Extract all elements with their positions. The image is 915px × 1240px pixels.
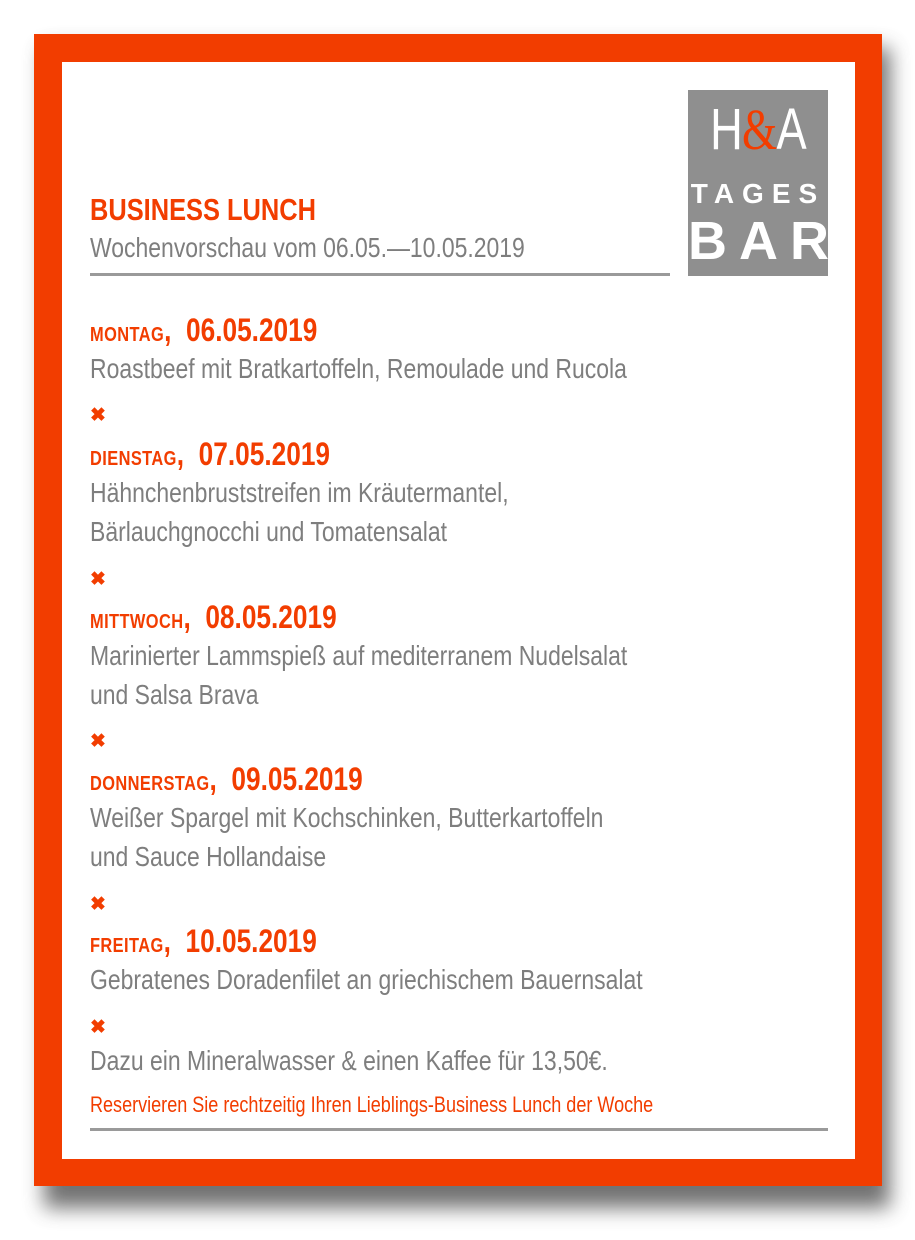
meal-friday: Gebratenes Doradenfilet an griechischem Bauernsalat	[90, 964, 643, 995]
meal-wednesday-line1: Marinierter Lammspieß auf mediterranem Nudelsalat	[90, 640, 628, 671]
week-subtitle: Wochenvorschau vom 06.05.—10.05.2019	[90, 232, 525, 263]
logo-bar: BAR	[688, 211, 841, 271]
meal-thursday-line2: und Sauce Hollandaise	[90, 841, 327, 872]
logo-tages: TAGES	[690, 178, 826, 209]
day-date: 09.05.2019	[231, 761, 363, 797]
day-heading-tuesday: DIENSTAG, 07.05.2019	[90, 436, 331, 472]
day-name: DIENSTAG	[90, 448, 177, 470]
day-name: MITTWOCH	[90, 611, 184, 633]
meal-thursday-line1: Weißer Spargel mit Kochschinken, Butterkartoffeln	[90, 802, 604, 833]
offer-text: Dazu ein Mineralwasser & einen Kaffee für 13,50€.	[90, 1045, 608, 1076]
day-heading-thursday: DONNERSTAG, 09.05.2019	[90, 761, 363, 797]
day-name: DONNERSTAG	[90, 773, 210, 795]
logo-ha: H&A	[710, 97, 806, 162]
day-heading-friday: FREITAG, 10.05.2019	[90, 923, 317, 959]
logo	[688, 90, 841, 276]
footer-divider	[90, 1128, 828, 1131]
page-title: BUSINESS LUNCH	[90, 192, 316, 227]
day-date: 08.05.2019	[205, 599, 337, 635]
day-heading-monday: MONTAG, 06.05.2019	[90, 312, 318, 348]
meal-tuesday-line1: Hähnchenbruststreifen im Kräutermantel,	[90, 477, 509, 508]
day-heading-wednesday: MITTWOCH, 08.05.2019	[90, 599, 337, 635]
reservation-note: Reservieren Sie rechtzeitig Ihren Lieblings-Business Lunch der Woche	[90, 1092, 654, 1117]
day-name: FREITAG	[90, 935, 164, 957]
day-date: 10.05.2019	[185, 923, 317, 959]
separator-icon: ✖	[90, 1017, 106, 1038]
meal-monday: Roastbeef mit Bratkartoffeln, Remoulade und Rucola	[90, 353, 627, 384]
separator-icon: ✖	[90, 569, 106, 590]
separator-icon: ✖	[90, 894, 106, 915]
header-divider	[90, 273, 670, 276]
meal-tuesday-line2: Bärlauchgnocchi und Tomatensalat	[90, 516, 447, 547]
day-name: MONTAG	[90, 324, 165, 346]
separator-icon: ✖	[90, 405, 106, 426]
meal-wednesday-line2: und Salsa Brava	[90, 679, 259, 710]
separator-icon: ✖	[90, 731, 106, 752]
day-date: 07.05.2019	[198, 436, 331, 472]
day-date: 06.05.2019	[186, 312, 318, 348]
